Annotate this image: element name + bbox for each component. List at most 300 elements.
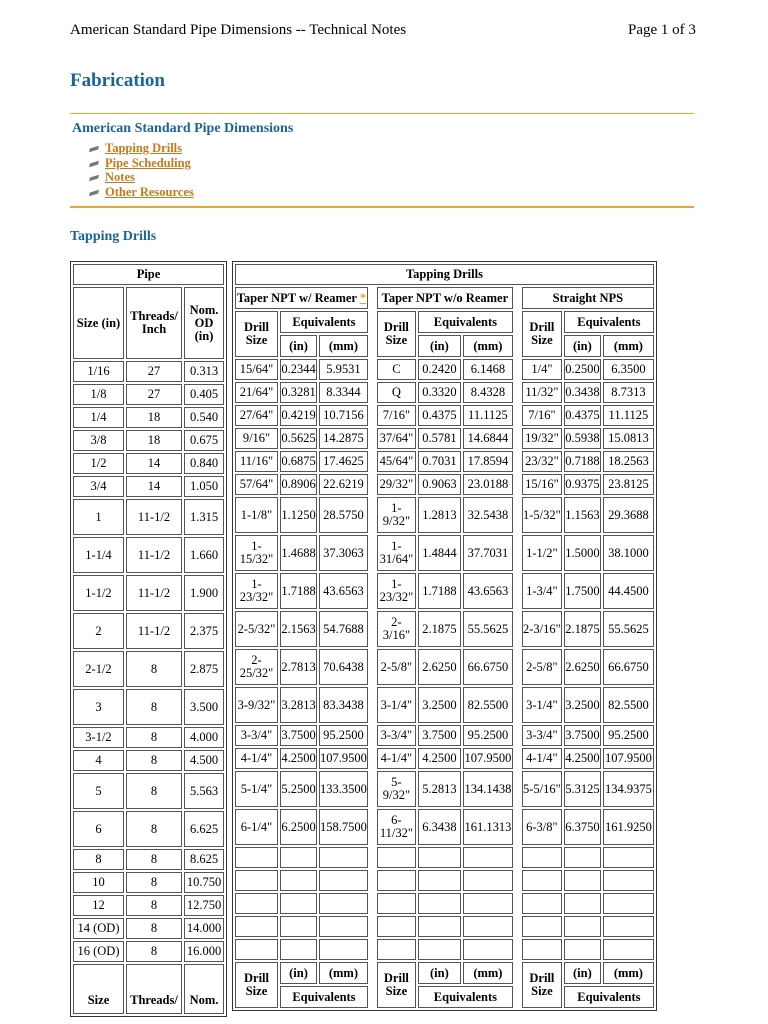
link-tapping-drills[interactable]: Tapping Drills [105, 141, 183, 155]
drill-drill-size-cell: 19/32" [522, 428, 562, 449]
drill-mm-cell: 43.6563 [463, 573, 513, 609]
tapping-drills-heading: Tapping Drills [70, 229, 157, 244]
table-row [235, 611, 654, 647]
drill-in-cell: 1.1250 [280, 497, 317, 533]
toc-list [90, 141, 194, 199]
drill-drill-size-cell: 27/64" [235, 405, 278, 426]
drill-in-cell [564, 870, 601, 891]
drill-in-cell: 1.7188 [418, 573, 461, 609]
drill-in-cell [564, 847, 601, 868]
spacer [515, 725, 520, 746]
table-row [235, 725, 654, 746]
drill-drill-size-cell [377, 916, 416, 937]
drill-in-cell: 6.3750 [564, 809, 601, 845]
table-row [235, 474, 654, 495]
drill-in-cell: 4.2500 [280, 748, 317, 769]
drill-drill-size-cell: 15/16" [522, 474, 562, 495]
spacer [515, 428, 520, 449]
drill-mm-cell [319, 916, 368, 937]
pipe-size-cell: 14 (OD) [73, 918, 124, 939]
table-row [73, 811, 224, 847]
footer-unit-in-header: (in) [280, 962, 317, 984]
drill-mm-cell: 134.9375 [603, 771, 654, 807]
drill-drill-size-cell: 3-9/32" [235, 687, 278, 723]
drill-in-cell: 2.1875 [564, 611, 601, 647]
pipe-od-cell: 8.625 [184, 849, 224, 870]
drill-drill-size-cell: 1-5/32" [522, 497, 562, 533]
table-row [73, 537, 224, 573]
pipe-od-cell: 5.563 [184, 773, 224, 809]
drill-in-cell: 5.2500 [280, 771, 317, 807]
pipe-od-cell: 0.840 [184, 453, 224, 474]
drill-drill-size-cell [522, 939, 562, 960]
table-row [73, 689, 224, 725]
link-notes[interactable]: Notes [105, 170, 135, 184]
footer-unit-mm-header: (mm) [463, 962, 513, 984]
spacer [515, 870, 520, 891]
pipe-size-cell: 8 [73, 849, 124, 870]
pipe-od-cell: 0.313 [184, 361, 224, 382]
drill-drill-size-cell: 5-5/16" [522, 771, 562, 807]
drill-drill-size-cell: 7/16" [522, 405, 562, 426]
drill-mm-cell [463, 847, 513, 868]
drill-mm-cell: 82.5500 [463, 687, 513, 723]
drill-drill-size-cell: 1-9/32" [377, 497, 416, 533]
spacer [370, 771, 375, 807]
drill-drill-size-cell [235, 847, 278, 868]
drill-drill-size-cell [235, 939, 278, 960]
drill-drill-size-cell: Q [377, 382, 416, 403]
table-footer-row [73, 964, 224, 1014]
footer-equivalents-header: Equivalents [280, 986, 368, 1008]
pipe-threads-cell: 14 [126, 453, 182, 474]
spacer [370, 573, 375, 609]
drill-mm-cell: 6.1468 [463, 359, 513, 380]
spacer [515, 405, 520, 426]
drill-drill-size-cell [377, 893, 416, 914]
drill-drill-size-cell: 4-1/4" [522, 748, 562, 769]
drill-drill-size-cell: 11/32" [522, 382, 562, 403]
table-row [235, 870, 654, 891]
pipe-threads-cell: 8 [126, 727, 182, 748]
table-row [73, 476, 224, 497]
pipe-threads-cell: 8 [126, 689, 182, 725]
drill-size-header: Drill Size [522, 311, 562, 357]
drill-in-cell: 0.2344 [280, 359, 317, 380]
bullet-icon [89, 146, 99, 152]
drill-in-cell [564, 893, 601, 914]
spacer [515, 939, 520, 960]
drill-in-cell: 3.7500 [418, 725, 461, 746]
table-row [73, 849, 224, 870]
spacer [515, 287, 520, 309]
drill-mm-cell: 8.3344 [319, 382, 368, 403]
table-row [235, 939, 654, 960]
subsection-title: American Standard Pipe Dimensions [72, 121, 294, 136]
col-size-header: Size (in) [73, 287, 124, 359]
pipe-size-cell: 3/4 [73, 476, 124, 497]
pipe-od-cell: 14.000 [184, 918, 224, 939]
spacer [515, 382, 520, 403]
table-row [235, 428, 654, 449]
drill-in-cell: 0.2500 [564, 359, 601, 380]
spacer [515, 893, 520, 914]
table-row [73, 918, 224, 939]
section-title: Fabrication [70, 70, 165, 91]
pipe-size-cell: 3 [73, 689, 124, 725]
equivalents-header: Equivalents [418, 311, 513, 333]
toc-item [90, 141, 194, 156]
table-row [235, 916, 654, 937]
pipe-od-cell: 1.660 [184, 537, 224, 573]
pipe-od-cell: 4.500 [184, 750, 224, 771]
drill-in-cell: 0.9375 [564, 474, 601, 495]
drill-drill-size-cell [377, 870, 416, 891]
pipe-threads-cell: 8 [126, 895, 182, 916]
group-name: Taper NPT w/ Reamer [236, 290, 357, 305]
drill-in-cell: 6.2500 [280, 809, 317, 845]
drill-drill-size-cell [235, 893, 278, 914]
drill-in-cell: 3.2813 [280, 687, 317, 723]
unit-mm-header: (mm) [319, 335, 368, 357]
drill-in-cell [418, 893, 461, 914]
drill-in-cell: 4.2500 [418, 748, 461, 769]
drill-mm-cell: 23.0188 [463, 474, 513, 495]
drill-drill-size-cell: 1-1/8" [235, 497, 278, 533]
drill-in-cell: 0.4375 [564, 405, 601, 426]
pipe-size-cell: 6 [73, 811, 124, 847]
drill-mm-cell: 37.7031 [463, 535, 513, 571]
spacer [370, 962, 375, 1008]
spacer [370, 335, 375, 357]
spacer [515, 311, 520, 333]
table-row [73, 499, 224, 535]
table-row [73, 613, 224, 649]
drill-mm-cell: 133.3500 [319, 771, 368, 807]
drill-in-cell: 0.5625 [280, 428, 317, 449]
drill-in-cell [280, 847, 317, 868]
footer-equivalents-header: Equivalents [418, 986, 513, 1008]
pipe-size-cell: 1/16 [73, 361, 124, 382]
toc-item [90, 156, 194, 171]
drill-in-cell: 1.7500 [564, 573, 601, 609]
drill-drill-size-cell: 1-31/64" [377, 535, 416, 571]
drill-mm-cell: 14.2875 [319, 428, 368, 449]
drill-mm-cell: 54.7688 [319, 611, 368, 647]
table-row [73, 750, 224, 771]
drill-in-cell: 0.9063 [418, 474, 461, 495]
spacer [515, 359, 520, 380]
spacer [370, 649, 375, 685]
drill-mm-cell [463, 870, 513, 891]
table-row [73, 895, 224, 916]
table-row [235, 573, 654, 609]
pipe-od-cell: 4.000 [184, 727, 224, 748]
group-header: Straight NPS [522, 287, 654, 309]
footer-drill-size-header: Drill Size [377, 962, 416, 1008]
col-threads-header: Threads/ Inch [126, 287, 182, 359]
drill-in-cell: 2.7813 [280, 649, 317, 685]
spacer [515, 771, 520, 807]
drill-drill-size-cell: 3-1/4" [522, 687, 562, 723]
drill-mm-cell [603, 893, 654, 914]
drill-mm-cell: 11.1125 [463, 405, 513, 426]
drill-in-cell: 0.3281 [280, 382, 317, 403]
drill-mm-cell: 32.5438 [463, 497, 513, 533]
drill-mm-cell [603, 870, 654, 891]
drill-in-cell: 6.3438 [418, 809, 461, 845]
footer-drill-size-header: Drill Size [235, 962, 278, 1008]
spacer [370, 687, 375, 723]
footer-unit-mm-header: (mm) [603, 962, 654, 984]
toc-item [90, 185, 194, 200]
pipe-od-cell: 12.750 [184, 895, 224, 916]
drill-mm-cell: 8.4328 [463, 382, 513, 403]
table-row [73, 872, 224, 893]
drill-drill-size-cell: 1-3/4" [522, 573, 562, 609]
drill-mm-cell: 161.1313 [463, 809, 513, 845]
spacer [515, 748, 520, 769]
drill-drill-size-cell: 1-23/32" [235, 573, 278, 609]
drill-mm-cell: 37.3063 [319, 535, 368, 571]
spacer [515, 573, 520, 609]
drill-mm-cell: 66.6750 [463, 649, 513, 685]
pipe-table [70, 261, 227, 1017]
footer-od-header: Nom. [184, 964, 224, 1014]
footer-unit-in-header: (in) [418, 962, 461, 984]
drill-in-cell [418, 939, 461, 960]
drill-drill-size-cell: 2-5/8" [522, 649, 562, 685]
pipe-od-cell: 3.500 [184, 689, 224, 725]
table-row [73, 430, 224, 451]
drill-mm-cell: 18.2563 [603, 451, 654, 472]
footer-size-header: Size [73, 964, 124, 1014]
drill-in-cell [418, 916, 461, 937]
table-row [235, 748, 654, 769]
pipe-size-cell: 1-1/2 [73, 575, 124, 611]
spacer [370, 451, 375, 472]
drill-in-cell: 3.7500 [564, 725, 601, 746]
drill-size-header: Drill Size [235, 311, 278, 357]
drill-drill-size-cell [235, 916, 278, 937]
drill-in-cell: 3.7500 [280, 725, 317, 746]
drill-drill-size-cell: 3-3/4" [377, 725, 416, 746]
table-row [235, 847, 654, 868]
pipe-od-cell: 10.750 [184, 872, 224, 893]
spacer [370, 809, 375, 845]
drill-in-cell: 3.2500 [564, 687, 601, 723]
drill-mm-cell [603, 939, 654, 960]
spacer [515, 847, 520, 868]
bullet-icon [89, 189, 99, 195]
table-row [73, 941, 224, 962]
pipe-threads-cell: 8 [126, 918, 182, 939]
drill-mm-cell [463, 893, 513, 914]
drill-in-cell: 0.6875 [280, 451, 317, 472]
spacer [370, 428, 375, 449]
drill-mm-cell: 6.3500 [603, 359, 654, 380]
drill-mm-cell: 82.5500 [603, 687, 654, 723]
spacer [370, 725, 375, 746]
pipe-threads-cell: 8 [126, 872, 182, 893]
drill-in-cell: 2.1875 [418, 611, 461, 647]
drill-mm-cell: 55.5625 [463, 611, 513, 647]
drill-mm-cell [463, 939, 513, 960]
drill-drill-size-cell: 3-3/4" [522, 725, 562, 746]
table-row [73, 384, 224, 405]
drill-drill-size-cell [522, 893, 562, 914]
pipe-threads-cell: 8 [126, 773, 182, 809]
spacer [370, 287, 375, 309]
drill-drill-size-cell: 6-3/8" [522, 809, 562, 845]
table-row [73, 453, 224, 474]
drill-drill-size-cell: 2-25/32" [235, 649, 278, 685]
pipe-od-cell: 0.540 [184, 407, 224, 428]
drill-drill-size-cell: 3-1/4" [377, 687, 416, 723]
spacer [370, 474, 375, 495]
spacer [370, 611, 375, 647]
drill-drill-size-cell: 2-5/32" [235, 611, 278, 647]
table-footer-row [235, 962, 654, 984]
spacer [370, 359, 375, 380]
pipe-od-cell: 6.625 [184, 811, 224, 847]
spacer [515, 916, 520, 937]
drill-in-cell [280, 939, 317, 960]
drill-mm-cell: 83.3438 [319, 687, 368, 723]
drill-in-cell: 0.3320 [418, 382, 461, 403]
drill-drill-size-cell: 2-5/8" [377, 649, 416, 685]
drill-in-cell: 1.4688 [280, 535, 317, 571]
drill-mm-cell: 8.7313 [603, 382, 654, 403]
spacer [370, 382, 375, 403]
drill-drill-size-cell: 4-1/4" [377, 748, 416, 769]
group-header [235, 287, 368, 309]
drill-mm-cell: 55.5625 [603, 611, 654, 647]
drill-in-cell: 0.8906 [280, 474, 317, 495]
drill-drill-size-cell: 6-1/4" [235, 809, 278, 845]
drill-in-cell: 0.5938 [564, 428, 601, 449]
pipe-od-cell: 0.405 [184, 384, 224, 405]
pipe-threads-cell: 18 [126, 407, 182, 428]
unit-in-header: (in) [418, 335, 461, 357]
drill-mm-cell: 11.1125 [603, 405, 654, 426]
drill-mm-cell: 107.9500 [603, 748, 654, 769]
pipe-size-cell: 16 (OD) [73, 941, 124, 962]
drill-drill-size-cell: 23/32" [522, 451, 562, 472]
group-header: Taper NPT w/o Reamer [377, 287, 513, 309]
drill-in-cell [564, 939, 601, 960]
pipe-size-cell: 4 [73, 750, 124, 771]
spacer [515, 962, 520, 1008]
drill-in-cell [418, 847, 461, 868]
table-row [73, 651, 224, 687]
drill-mm-cell: 161.9250 [603, 809, 654, 845]
pipe-size-cell: 2-1/2 [73, 651, 124, 687]
table-row [73, 575, 224, 611]
drill-drill-size-cell: 1-1/2" [522, 535, 562, 571]
bullet-icon [89, 175, 99, 181]
spacer [515, 687, 520, 723]
drill-in-cell: 0.4219 [280, 405, 317, 426]
pipe-threads-cell: 18 [126, 430, 182, 451]
drill-mm-cell: 66.6750 [603, 649, 654, 685]
drill-mm-cell: 95.2500 [603, 725, 654, 746]
drill-drill-size-cell: 21/64" [235, 382, 278, 403]
drill-mm-cell: 17.4625 [319, 451, 368, 472]
pipe-size-cell: 1/2 [73, 453, 124, 474]
drill-in-cell: 1.7188 [280, 573, 317, 609]
drill-in-cell: 1.4844 [418, 535, 461, 571]
drill-size-header: Drill Size [377, 311, 416, 357]
col-od-header: Nom. OD (in) [184, 287, 224, 359]
spacer [370, 916, 375, 937]
toc-item [90, 170, 194, 185]
drill-in-cell [280, 870, 317, 891]
unit-mm-header: (mm) [603, 335, 654, 357]
drill-mm-cell: 43.6563 [319, 573, 368, 609]
table-row [235, 687, 654, 723]
drill-mm-cell: 70.6438 [319, 649, 368, 685]
drill-in-cell [280, 893, 317, 914]
drill-in-cell: 1.2813 [418, 497, 461, 533]
pipe-od-cell: 1.900 [184, 575, 224, 611]
drill-mm-cell: 22.6219 [319, 474, 368, 495]
drill-drill-size-cell: C [377, 359, 416, 380]
equivalents-header: Equivalents [564, 311, 654, 333]
table-row [73, 773, 224, 809]
drill-in-cell [280, 916, 317, 937]
link-other-resources[interactable]: Other Resources [105, 184, 194, 199]
footer-equivalents-header: Equivalents [564, 986, 654, 1008]
spacer [515, 611, 520, 647]
pipe-size-cell: 1-1/4 [73, 537, 124, 573]
drill-drill-size-cell [377, 939, 416, 960]
pipe-threads-cell: 11-1/2 [126, 499, 182, 535]
unit-in-header: (in) [564, 335, 601, 357]
spacer [515, 497, 520, 533]
drill-mm-cell: 158.7500 [319, 809, 368, 845]
drill-drill-size-cell: 45/64" [377, 451, 416, 472]
link-pipe-scheduling[interactable]: Pipe Scheduling [105, 155, 191, 170]
pipe-size-cell: 1/8 [73, 384, 124, 405]
drills-title: Tapping Drills [235, 264, 654, 285]
divider-top [70, 113, 694, 114]
unit-in-header: (in) [280, 335, 317, 357]
pipe-od-cell: 1.050 [184, 476, 224, 497]
table-row [235, 382, 654, 403]
drill-drill-size-cell: 1-23/32" [377, 573, 416, 609]
drill-drill-size-cell [522, 870, 562, 891]
drill-in-cell: 1.1563 [564, 497, 601, 533]
drill-drill-size-cell: 11/16" [235, 451, 278, 472]
drill-in-cell [564, 916, 601, 937]
drill-in-cell: 0.2420 [418, 359, 461, 380]
spacer [370, 497, 375, 533]
pipe-threads-cell: 8 [126, 849, 182, 870]
footnote-link[interactable]: * [359, 290, 367, 305]
table-row [235, 649, 654, 685]
spacer [370, 311, 375, 333]
drill-drill-size-cell [235, 870, 278, 891]
pipe-od-cell: 0.675 [184, 430, 224, 451]
pipe-size-cell: 3-1/2 [73, 727, 124, 748]
pipe-threads-cell: 8 [126, 811, 182, 847]
spacer [370, 535, 375, 571]
drill-in-cell: 2.6250 [564, 649, 601, 685]
pipe-size-cell: 2 [73, 613, 124, 649]
pipe-size-cell: 12 [73, 895, 124, 916]
drill-mm-cell [603, 847, 654, 868]
